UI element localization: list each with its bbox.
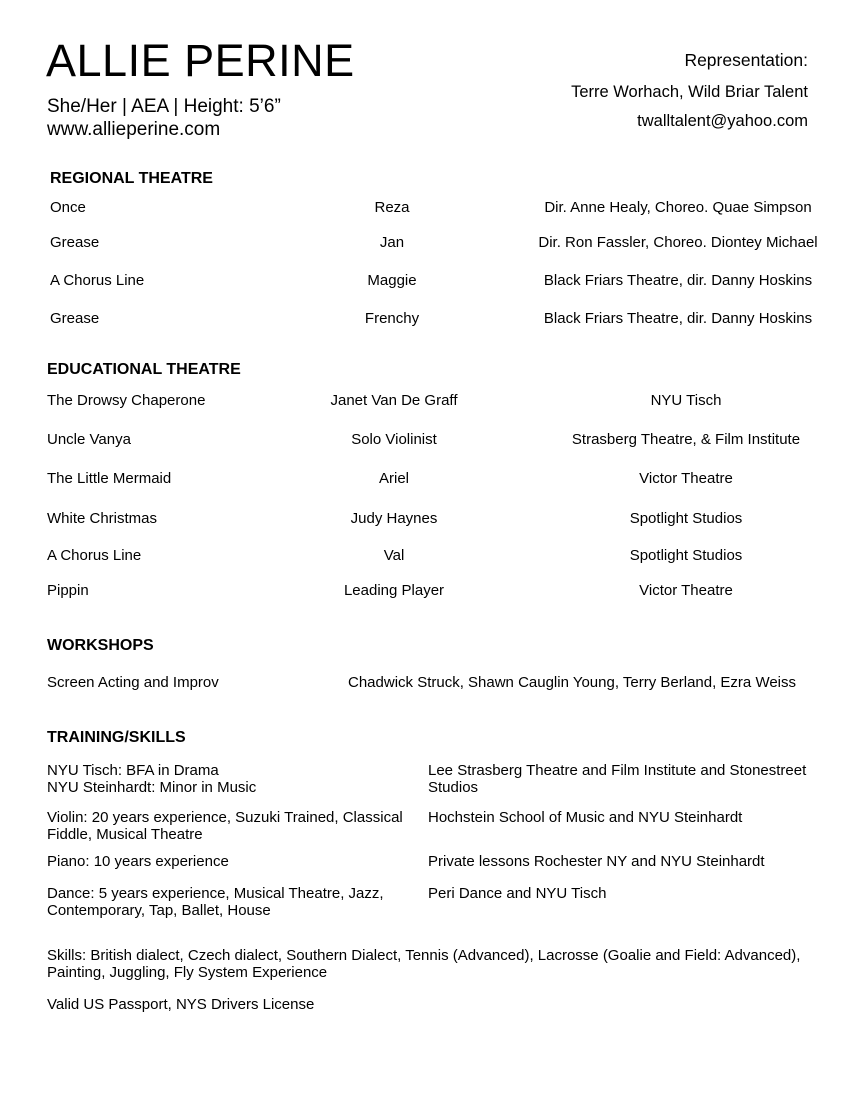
educational-role: Solo Violinist (351, 431, 437, 448)
regional-show: Grease (50, 234, 100, 251)
training-left: Violin: 20 years experience, Suzuki Trained, Classical Fiddle, Musical Theatre (47, 809, 403, 843)
actor-website: www.allieperine.com (47, 119, 221, 140)
training-left: Piano: 10 years experience (47, 853, 229, 870)
training-right: Peri Dance and NYU Tisch (428, 885, 607, 902)
regional-role: Frenchy (364, 310, 420, 327)
actor-details: She/Her | AEA | Height: 5’6” (47, 96, 281, 117)
educational-show: The Little Mermaid (47, 470, 172, 487)
educational-show: A Chorus Line (47, 547, 142, 564)
workshops-heading: WORKSHOPS (47, 637, 154, 654)
training-right: Lee Strasberg Theatre and Film Institute and Stonestreet Studios (428, 762, 807, 796)
regional-credit: Black Friars Theatre, dir. Danny Hoskins (543, 310, 813, 327)
regional-show: A Chorus Line (50, 272, 145, 289)
training-skills-heading: TRAINING/SKILLS (47, 729, 186, 746)
educational-venue: Strasberg Theatre, & Film Institute (571, 431, 801, 448)
educational-role: Ariel (378, 470, 410, 487)
representation-label: Representation: (684, 50, 808, 70)
educational-show: The Drowsy Chaperone (47, 392, 206, 409)
licenses: Valid US Passport, NYS Drivers License (47, 996, 315, 1013)
agent-name: Terre Worhach, Wild Briar Talent (571, 83, 808, 101)
educational-role: Janet Van De Graff (330, 392, 458, 409)
educational-role: Judy Haynes (350, 510, 438, 527)
educational-show: White Christmas (47, 510, 158, 527)
educational-show: Pippin (47, 582, 89, 599)
regional-show: Once (50, 199, 86, 216)
regional-credit: Black Friars Theatre, dir. Danny Hoskins (543, 272, 813, 289)
educational-venue: NYU Tisch (650, 392, 722, 409)
regional-role: Maggie (367, 272, 417, 289)
agent-email: twalltalent@yahoo.com (637, 112, 808, 130)
training-left: NYU Tisch: BFA in Drama NYU Steinhardt: Minor in Music (47, 762, 257, 796)
educational-role: Leading Player (343, 582, 445, 599)
educational-venue: Victor Theatre (639, 470, 733, 487)
educational-venue: Spotlight Studios (629, 510, 743, 527)
educational-venue: Spotlight Studios (629, 547, 743, 564)
regional-role: Reza (374, 199, 410, 216)
regional-credit: Dir. Anne Healy, Choreo. Quae Simpson (544, 199, 812, 216)
educational-venue: Victor Theatre (639, 582, 733, 599)
workshop-teachers: Chadwick Struck, Shawn Cauglin Young, Terry Berland, Ezra Weiss (348, 674, 797, 691)
regional-theatre-heading: REGIONAL THEATRE (50, 170, 213, 187)
training-right: Hochstein School of Music and NYU Steinhardt (428, 809, 743, 826)
workshop-name: Screen Acting and Improv (47, 674, 219, 691)
educational-show: Uncle Vanya (47, 431, 131, 448)
regional-show: Grease (50, 310, 100, 327)
actor-name: ALLIE PERINE (46, 35, 355, 86)
skills-list: Skills: British dialect, Czech dialect, Southern Dialect, Tennis (Advanced), Lacrosse (Goalie and Field: Advanced), Painting, Juggling, Fly System Experience (47, 947, 801, 981)
regional-credit: Dir. Ron Fassler, Choreo. Diontey Michael (538, 234, 818, 251)
regional-role: Jan (379, 234, 405, 251)
training-left: Dance: 5 years experience, Musical Theatre, Jazz, Contemporary, Tap, Ballet, House (47, 885, 384, 919)
educational-role: Val (383, 547, 405, 564)
educational-theatre-heading: EDUCATIONAL THEATRE (47, 361, 241, 378)
training-right: Private lessons Rochester NY and NYU Steinhardt (428, 853, 765, 870)
